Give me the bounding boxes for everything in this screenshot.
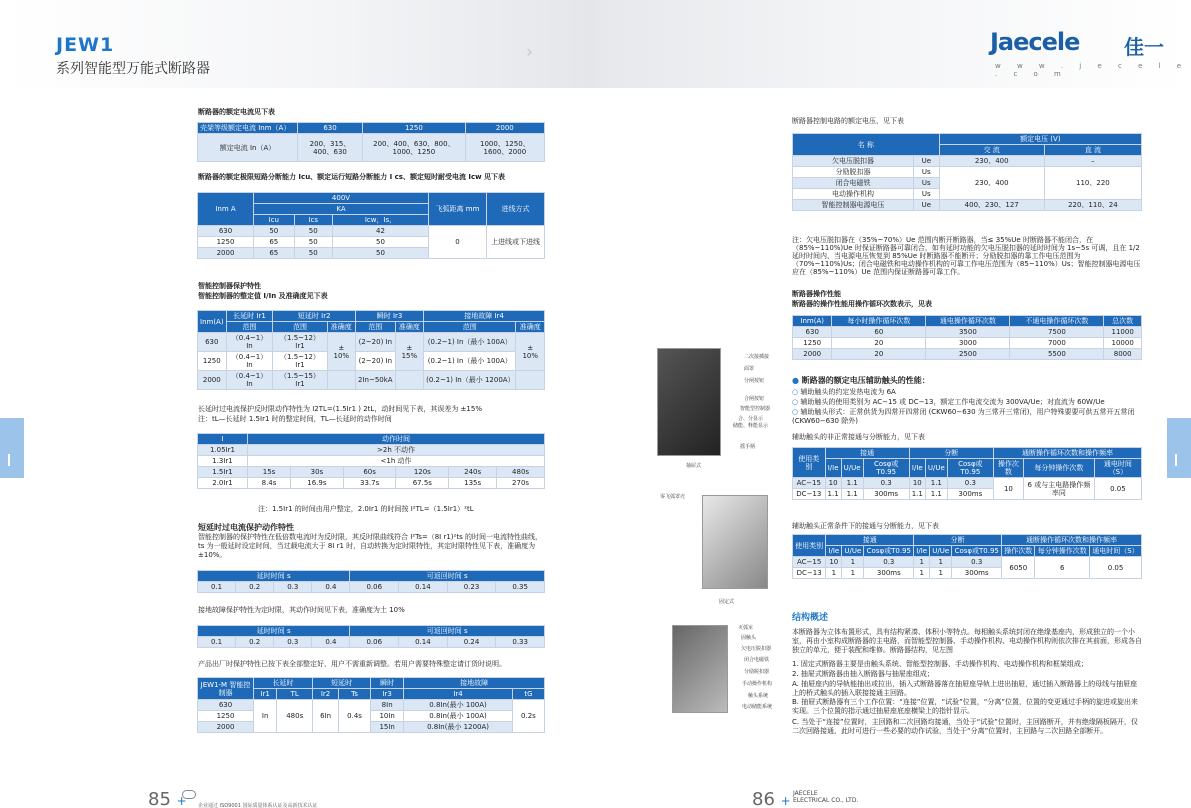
s7-title: 产品出厂时保护特性已按下表全部整定好，用户不需重新调整。若用户需要特殊整定请订货时说明。 bbox=[198, 660, 506, 668]
t2-title: 断路器的额定极限短路分断能力 Icu、额定运行短路分断能力 I cs、额定短时耐受电流 Icw 见下表 bbox=[198, 173, 506, 181]
cap-a-0: 二次接插接 bbox=[744, 354, 770, 360]
brand-logo-cn: 佳一 bbox=[1124, 35, 1164, 59]
struct-item-4: C. 当处于“连接”位置时，主回路和二次回路均接通，当处于“试验”位置时，主回路断开，并有绝缘隔板隔开，仅二次回路接通，此时可进行一些必要的动作试验，当处于“分离”位置时，主回路与二次回路全部断开。 bbox=[792, 718, 1138, 735]
protection-setting-table: Inm(A) 长延时 Ir1 短延时 Ir2 瞬时 Ir3 接地故障 Ir4 范围 范围 准确度 范围 准确度 范围 准确度 630 （0.4~1）In （1.5~12）Ir1 ± 10% (2~20) In ± 15% (0.2~1) In（最小 100A） ± 10% 1250 （0.4~1）In （1.5~12）Ir1 (2~20) In (0.2~1) In（最小 100A） 2000 （0.4~1）In （1.5~15）Ir1 2In~50kA (0.2~1) In（最小 1200A） bbox=[197, 310, 545, 390]
s5-body: 智能控制器的保护特性在低倍数电流时为反时限，其反时限曲线符合 I²Ts=（8I r1)²ts 的时间一电流特性曲线，ts 为一般延时设定时间，当过载电流大于 8I r1 时，自动转换为定时限特性，其定时限特性见下表，准确度为 ±10%。 bbox=[198, 533, 542, 559]
brand-url: w w w . j e c e l e . c o m bbox=[995, 62, 1189, 78]
cap-c-4: 分励脱扣器 bbox=[744, 669, 770, 675]
r2-title1: 断路器操作性能 bbox=[792, 290, 841, 298]
r1-note: 注：欠电压脱扣器在（35%~70%）Ue 范围内断开断路器，当≤ 35%Ue 时断路器不能闭合，在（85%~110%)Ue 时保证断路器可靠闭合，如有延时功能的欠电压脱扣器的延时时间为 1s~5s 可调，且在 1/2 延时时间内，当电源电压恢复到 85%Ue 时断路器不能断开；分励脱扣器的靠工作电压范围为（70%~110%)Us；闭合电磁铁和电动操作机构的可靠工作电压范围为（85~110%）Us；智能控制器电源电压应在（85%~110%）Ue 范围内保证断路器可靠工作。 bbox=[792, 236, 1141, 276]
factory-setting-table: JEW1-M 智能控制器 长延时 短延时 瞬时 接地故障 Ir1 TL Ir2 Ts Ir3 Ir4 tG 630 In 480s 6In 0.4s 8In 0.8In(最小 100A) 0.2s 1250 10In 0.8In(最小 100A) 2000 15In 0.8In(最小 1200A) bbox=[197, 677, 545, 733]
cap-a-bottom: 抽屉式 bbox=[686, 463, 702, 469]
cap-a-2: 分闸按钮 bbox=[744, 378, 765, 384]
cap-c-3: 闭合电磁铁 bbox=[744, 657, 770, 663]
company-footer: JAECELE ELECTRICAL CO., LTD. bbox=[793, 790, 859, 804]
cap-a-6: 储能、释能显示 bbox=[733, 423, 769, 429]
r3-line3: ○ 辅助触头形式：正常供货为四常开四常闭 (CKW60−630 为三常开三常闭)，用户特殊要要可供五常开五常闭 (CKW60−630 除外) bbox=[792, 408, 1135, 425]
r1-title: 断路器控制电路的额定电压，见下表 bbox=[792, 117, 904, 125]
struct-item-2: A. 抽屉座内的导轨能抽出或拉出，插入式断路器落在抽屉座导轨上进出抽屉，通过插入断路器上的母线与抽屉座上的桥式触头的插入联接接通主回路。 bbox=[792, 680, 1138, 697]
control-voltage-table: 名 称 额定电压 (V) 交 流 直 流 欠电压脱扣器 Ue 230、400 – 分励脱扣器 Us 230、400 110、220 闭合电磁铁 Us 电动操作机构 Us 智能控制器电源电压 Ue 400、230、127 220、110、24 bbox=[792, 133, 1142, 211]
s5-title: 短延时过电流保护动作特性 bbox=[198, 523, 294, 532]
struct-body: 本断路器为立体布置形式，具有结构紧凑、体积小等特点。每相触头系统封闭在绝缘基座内，形成独立的一个小室，再由小室构成断路器的主电路，而智能型控制器、手动操作机构、电动操作机构则依次排在其前面，形成各自独立的单元，便于装配和维修。断路器结构，见左图 bbox=[792, 628, 1142, 654]
cap-a-1: 面罩 bbox=[744, 366, 755, 372]
brand-logo: Jaecele bbox=[990, 28, 1080, 56]
t3-title1: 智能控制器保护特性 bbox=[198, 282, 261, 290]
cap-c-2: 欠电压脱扣器 bbox=[741, 646, 772, 652]
right-page-number: 86 + bbox=[752, 789, 791, 808]
operation-cycles-table: Inm(A) 每小时操作循环次数 通电操作循环次数 不通电操作循环次数 总次数 630 60 3500 7500 11000 1250 20 3000 7000 10000 2000 20 2500 5500 8000 bbox=[792, 315, 1142, 360]
short-delay-table: 延时时间 s 可返回时间 s 0.1 0.2 0.3 0.4 0.06 0.14 0.23 0.35 bbox=[197, 570, 545, 593]
struct-item-1: 2. 抽屉式断路器由抽入断路器与抽屉座组成； bbox=[792, 670, 934, 678]
right-side-tab bbox=[1167, 418, 1191, 478]
cert-logo-icon bbox=[182, 790, 196, 799]
r3-line2: ○ 辅助触头的使用类别为 AC−15 或 DC−13，额定工作电流交流为 300VA/Ue；对直流为 60W/Ue bbox=[792, 398, 1105, 406]
chevron-icon: ››› bbox=[526, 42, 528, 61]
struct-item-3: B. 抽屉式断路器有三个工作位置：“连接”位置，“试验”位置，“分离”位置，位置的变更通过手柄的旋进或旋出来实现。三个位置的指示通过抽屉座底座横梁上的指针显示。 bbox=[792, 698, 1139, 715]
cap-c-0: 灭弧室 bbox=[738, 625, 754, 631]
cap-c-7: 电动储能系统 bbox=[742, 704, 773, 710]
t3-title2: 智能控制器的整定值 I/In 及准确度见下表 bbox=[198, 292, 328, 300]
left-footer-note: 企业通过 ISO9001 国际质量体系认证及高新技术认证 bbox=[198, 803, 318, 808]
left-side-tab bbox=[0, 418, 24, 478]
cap-c-5: 手动操作机构 bbox=[742, 681, 773, 687]
r4-title: 辅助触头的非正常接通与分断能力，见下表 bbox=[792, 433, 925, 441]
fixed-breaker-photo bbox=[702, 495, 768, 589]
long-delay-table: I 动作时间 1.05Ir1 >2h 不动作 1.3Ir1 <1h 动作 1.5Ir1 15s 30s 60s 120s 240s 480s 2.0Ir1 8.4s 16.9s 33.7s 67.5s 135s 270s bbox=[197, 433, 545, 489]
drawout-breaker-photo bbox=[657, 348, 721, 456]
t4-foot: 注：1.5Ir1 的时间由用户整定，2.0Ir1 的时间按 I²TL=（1.5Ir1）²tL bbox=[258, 505, 474, 513]
aux-normal-table: 使用类别 接通 分断 通断操作循环次数和操作频率 I/Ie U/Ue Cosφ或T0.95 I/Ie U/Ue Cosφ或T0.95 操作次数 每分钟操作次数 通电时间（S） AC−15 10 1 0.3 1 1 0.3 6050 6 0.05 DC−13 1 1 300ms 1 1 300ms bbox=[792, 534, 1142, 579]
left-page-number: 85 + bbox=[148, 789, 187, 808]
t1-title: 断路器的额定电流见下表 bbox=[198, 108, 275, 116]
cap-a-3: 合闸按钮 bbox=[744, 396, 765, 402]
ground-fault-table: 延时时间 s 可返回时间 s 0.1 0.2 0.3 0.4 0.06 0.14 0.24 0.33 bbox=[197, 625, 545, 648]
t4-note2: 注：tL—长延时 1.5Ir1 时的整定时间，TL—长延时的动作时间 bbox=[198, 415, 392, 423]
exploded-breaker-photo bbox=[672, 625, 728, 713]
cap-b-bottom: 固定式 bbox=[719, 599, 735, 605]
r5-title: 辅助触头正常条件下的接通与分断能力，见下表 bbox=[792, 522, 939, 530]
r3-line1: ○ 辅助触头的约定发热电流为 6A bbox=[792, 388, 896, 396]
struct-item-0: 1. 固定式断路器主要是由触头系统、智能型控制器、手动操作机构、电动操作机构和框架组成； bbox=[792, 660, 1088, 668]
t4-note1: 长延时过电流保护反时限动作特性为 I2TL=(1.5Ir1 ) 2tL，动时间见下表，其误差为 ±15% bbox=[198, 405, 482, 413]
aux-abnormal-table: 使用类别 接通 分断 通断操作循环次数和操作频率 I/Ie U/Ue Cosφ或T0.95 I/Ie U/Ue Cosφ或T0.95 操作次数 每分钟操作次数 通电时间（S） AC−15 10 1.1 0.3 10 1.1 0.3 10 6 或与主电路操作频率同 0.05 DC−13 1.1 1.1 300ms 1.1 1.1 300ms bbox=[792, 447, 1142, 500]
cap-a-7: 摇手柄 bbox=[740, 444, 756, 450]
cap-a-4: 智能型控制器 bbox=[740, 406, 771, 412]
series-subtitle: 系列智能型万能式断路器 bbox=[56, 61, 210, 77]
series-title: JEW1 bbox=[56, 34, 115, 56]
cap-a-5: 合、分显示 bbox=[738, 416, 764, 422]
cap-b-top: 零飞弧罩壳 bbox=[660, 494, 686, 500]
cap-c-1: 固触头 bbox=[741, 635, 757, 641]
breaking-capacity-table: Inm A 400V 飞弧距离 mm 进线方式 KA Icu Ics Icw，Is， 630 50 50 42 0 上进线或下进线 1250 65 50 50 2000 65 50 50 bbox=[197, 192, 545, 259]
r2-title2: 断路器的操作性能用操作循环次数表示，见表 bbox=[792, 300, 932, 308]
rated-current-table: 壳架等级额定电流 Inm（A） 630 1250 2000 额定电流 In（A） 200、315、400、630 200、400、630、800、1000、1250 1000、1250、1600、2000 bbox=[197, 122, 545, 162]
struct-title: 结构概述 bbox=[792, 613, 829, 623]
cap-c-6: 触头系统 bbox=[748, 693, 769, 699]
r3-title: ● 断路器的额定电压辅助触头的性能： bbox=[792, 376, 930, 385]
s6-title: 接地故障保护特性为定时限，其动作时间见下表，准确度为土 10% bbox=[198, 606, 405, 614]
